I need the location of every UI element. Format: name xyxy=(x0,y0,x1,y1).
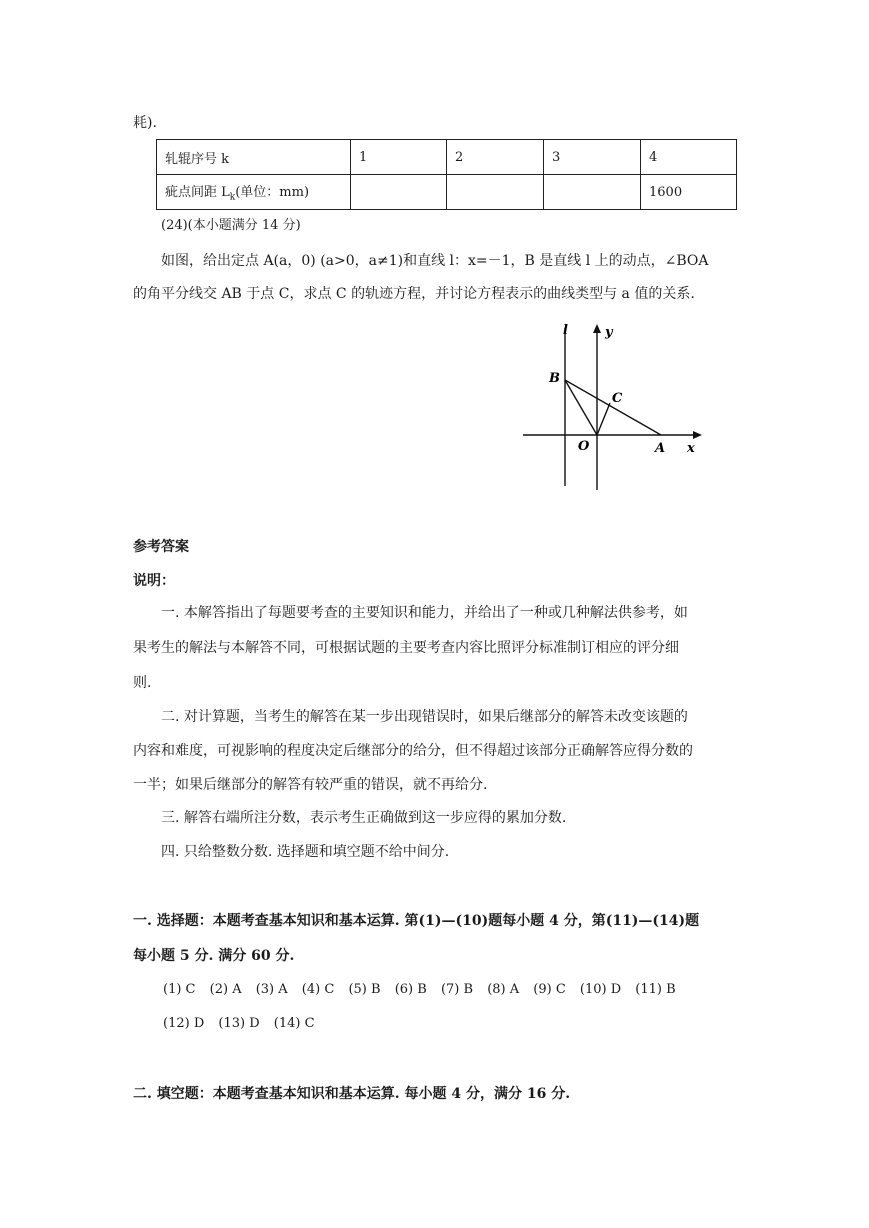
roller-table xyxy=(156,139,737,210)
table-cell: 1 xyxy=(351,140,447,175)
note-2-line3: 一半；如果后继部分的解答有较严重的错误，就不再给分. xyxy=(133,777,488,793)
section1-title-line1: 一. 选择题：本题考查基本知识和基本运算. 第(1)—(10)题每小题 4 分，第(11)—(14)题 xyxy=(133,913,700,929)
answer-item: (8) A xyxy=(487,982,520,997)
q24-header: (24)(本小题满分 14 分) xyxy=(161,218,301,233)
note-2-line1: 二. 对计算题，当考生的解答在某一步出现错误时，如果后继部分的解答未改变该题的 xyxy=(161,709,688,725)
table-cell: 轧辊序号 k xyxy=(157,140,351,175)
answer-item: (2) A xyxy=(209,982,242,997)
note-1-line2: 果考生的解法与本解答不同，可根据试题的主要考查内容比照评分标准制订相应的评分细 xyxy=(133,640,679,656)
choice-answers-row2 xyxy=(163,1014,325,1034)
answer-item: (10) D xyxy=(579,982,622,997)
choice-answers-row1 xyxy=(163,980,686,1000)
table-cell: 3 xyxy=(544,140,641,175)
subscript-k: k xyxy=(229,192,236,203)
q24-line2: 的角平分线交 AB 于点 C，求点 C 的轨迹方程，并讨论方程表示的曲线类型与 a 值的关系. xyxy=(133,286,695,302)
note-2-line2: 内容和难度，可视影响的程度决定后继部分的给分，但不得超过该部分正确解答应得分数的 xyxy=(133,743,693,759)
label-A: A xyxy=(655,441,666,456)
cell-text: 疵点间距 L xyxy=(165,185,230,201)
label-y: y xyxy=(605,325,613,340)
note-3: 三. 解答右端所注分数，表示考生正确做到这一步应得的累加分数. xyxy=(161,810,567,826)
explain-title: 说明： xyxy=(133,573,175,589)
table-cell xyxy=(447,175,544,210)
section2-title: 二. 填空题：本题考查基本知识和基本运算. 每小题 4 分，满分 16 分. xyxy=(133,1086,571,1102)
table-cell xyxy=(351,175,447,210)
top-fragment: 耗). xyxy=(133,115,157,131)
answer-item: (5) B xyxy=(348,982,381,997)
answer-item: (14) C xyxy=(273,1016,315,1031)
label-C: C xyxy=(612,391,623,406)
q24-line1: 如图，给出定点 A(a，0) (a>0，a≠1)和直线 l：x=－1，B 是直线 l 上的动点，∠BOA xyxy=(161,253,709,269)
table-cell xyxy=(157,175,351,210)
label-x: x xyxy=(687,441,695,456)
table-cell: 4 xyxy=(641,140,737,175)
note-1-line3: 则. xyxy=(133,675,152,691)
note-1-line1: 一. 本解答指出了每题要考查的主要知识和能力，并给出了一种或几种解法供参考，如 xyxy=(161,605,688,621)
answer-item: (11) B xyxy=(635,982,676,997)
table-cell: 2 xyxy=(447,140,544,175)
section1-title-line2: 每小题 5 分. 满分 60 分. xyxy=(133,948,295,964)
note-4: 四. 只给整数分数. 选择题和填空题不给中间分. xyxy=(161,844,450,860)
geometry-figure xyxy=(515,318,705,490)
answer-item: (9) C xyxy=(533,982,566,997)
answer-item: (6) B xyxy=(394,982,427,997)
table-cell xyxy=(544,175,641,210)
cell-unit: (单位：mm) xyxy=(235,185,310,201)
table-cell: 1600 xyxy=(641,175,737,210)
table-row xyxy=(157,140,737,175)
answers-title: 参考答案 xyxy=(133,539,189,555)
answer-item: (13) D xyxy=(218,1016,260,1031)
table-row xyxy=(157,175,737,210)
answer-item: (4) C xyxy=(301,982,335,997)
label-l: l xyxy=(563,323,568,338)
answer-item: (7) B xyxy=(440,982,474,997)
label-O: O xyxy=(578,439,590,454)
label-B: B xyxy=(549,371,560,386)
answer-item: (3) A xyxy=(255,982,288,997)
answer-item: (12) D xyxy=(163,1016,205,1031)
answer-item: (1) C xyxy=(163,982,196,997)
